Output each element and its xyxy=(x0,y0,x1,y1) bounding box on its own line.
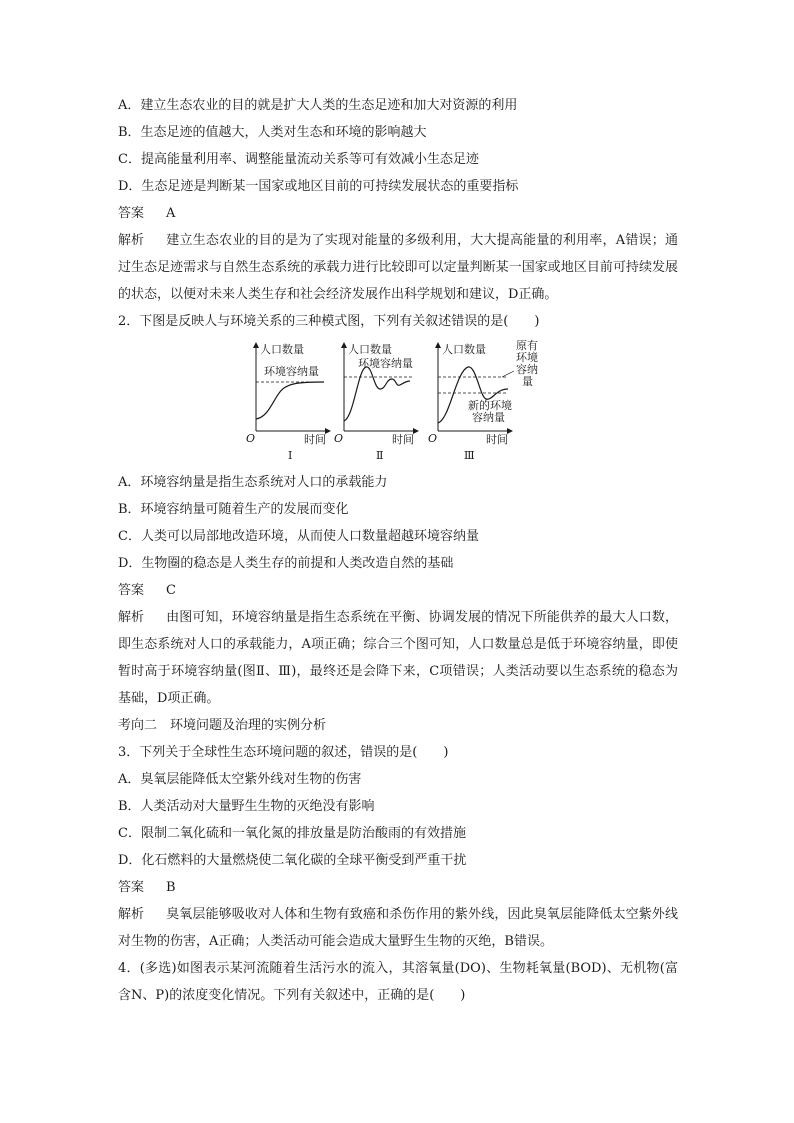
panel-roman-label: Ⅰ xyxy=(288,449,293,462)
origin-label: O xyxy=(246,432,256,445)
x-axis-label: 时间 xyxy=(304,433,326,446)
population-model-graphs xyxy=(246,339,546,463)
analysis-label: 解析 xyxy=(118,907,145,922)
q2-option-a: A．环境容纳量是指生态系统对人口的承载能力 xyxy=(118,475,388,490)
population-model-figure xyxy=(118,339,678,467)
q1-answer xyxy=(118,200,678,227)
q2-option-d: D．生物圈的稳态是人类生存的前提和人类改造自然的基础 xyxy=(118,556,454,571)
q3-stem: 3．下列关于全球性生态环境问题的叙述，错误的是( ) xyxy=(118,745,449,760)
capacity-label: 环境容纳量 xyxy=(358,357,413,370)
q3-analysis xyxy=(118,901,678,955)
q1-option-c: C．提高能量利用率、调整能量流动关系等可有效减小生态足迹 xyxy=(118,152,479,167)
answer-value: A xyxy=(166,206,176,221)
section-heading: 考向二 环境问题及治理的实例分析 xyxy=(118,718,327,733)
panel-roman-label: Ⅱ xyxy=(376,449,384,462)
graph-panel-3 xyxy=(428,339,542,462)
q3-option-c: C．限制二氧化硫和一氧化氮的排放量是防治酸雨的有效措施 xyxy=(118,826,466,841)
capacity-label: 环境容纳量 xyxy=(264,365,319,378)
q1-option-a: A．建立生态农业的目的就是扩大人类的生态足迹和加大对资源的利用 xyxy=(118,98,518,113)
answer-label: 答案 xyxy=(118,583,145,598)
new-capacity-label: 新的环境 容纳量 xyxy=(468,399,512,424)
panel-roman-label: Ⅲ xyxy=(464,449,475,462)
y-axis-label: 人口数量 xyxy=(442,343,486,356)
original-capacity-label: 原有 环境 容纳 量 xyxy=(516,339,538,388)
q2-option-c: C．人类可以局部地改造环境，从而使人口数量超越环境容纳量 xyxy=(118,529,479,544)
q2-option-b: B．环境容纳量可随着生产的发展而变化 xyxy=(118,502,349,517)
population-curve xyxy=(256,382,324,419)
analysis-text: 由图可知，环境容纳量是指生态系统在平衡、协调发展的情况下所能供养的最大人口数，即生态系统对人口的承载能力，A项正确；综合三个图可知，人口数量总是低于环境容纳量，即使暂时高于环境容纳量(图Ⅱ、Ⅲ)，最终还是会降下来，C项错误；人类活动要以生态系统的稳态为基础，D项正确。 xyxy=(118,610,678,706)
answer-label: 答案 xyxy=(118,880,145,895)
origin-label: O xyxy=(428,432,438,445)
origin-label: O xyxy=(334,432,344,445)
q4-stem: 4．(多选)如图表示某河流随着生活污水的流入，其溶氧量(DO)、生物耗氧量(BOD)、无机物(富含N、P)的浓度变化情况。下列有关叙述中，正确的是( ) xyxy=(118,961,678,1003)
q2-answer xyxy=(118,577,678,604)
x-axis-label: 时间 xyxy=(392,433,414,446)
answer-value: C xyxy=(166,583,176,598)
document-page xyxy=(118,92,678,1009)
x-axis-label: 时间 xyxy=(486,433,508,446)
q2-analysis xyxy=(118,604,678,712)
graph-panel-1 xyxy=(246,342,330,462)
answer-label: 答案 xyxy=(118,206,145,221)
q1-analysis xyxy=(118,227,678,308)
analysis-text: 建立生态农业的目的是为了实现对能量的多级利用，大大提高能量的利用率，A错误；通过生态足迹需求与自然生态系统的承载力进行比较即可以定量判断某一国家或地区目前可持续发展的状态，以便对未来人类生存和社会经济发展作出科学规划和建议，D正确。 xyxy=(118,233,678,302)
q1-option-b: B．生态足迹的值越大，人类对生态和环境的影响越大 xyxy=(118,125,427,140)
q3-option-a: A．臭氧层能降低太空紫外线对生物的伤害 xyxy=(118,772,362,787)
q3-answer xyxy=(118,874,678,901)
q1-option-d: D．生态足迹是判断某一国家或地区目前的可持续发展状态的重要指标 xyxy=(118,179,519,194)
analysis-label: 解析 xyxy=(118,233,145,248)
analysis-label: 解析 xyxy=(118,610,145,625)
original-capacity-pointer xyxy=(502,371,514,377)
graph-panel-2 xyxy=(334,342,418,462)
q3-option-b: B．人类活动对大量野生生物的灭绝没有影响 xyxy=(118,799,375,814)
population-curve xyxy=(344,367,410,421)
y-axis-label: 人口数量 xyxy=(348,343,392,356)
analysis-text: 臭氧层能够吸收对人体和生物有致癌和杀伤作用的紫外线，因此臭氧层能降低太空紫外线对生物的伤害，A正确；人类活动可能会造成大量野生生物的灭绝，B错误。 xyxy=(118,907,678,949)
answer-value: B xyxy=(166,880,176,895)
y-axis-label: 人口数量 xyxy=(260,343,304,356)
q3-option-d: D．化石燃料的大量燃烧使二氧化碳的全球平衡受到严重干扰 xyxy=(118,853,467,868)
q2-stem: 2．下图是反映人与环境关系的三种模式图，下列有关叙述错误的是( ) xyxy=(118,314,540,329)
